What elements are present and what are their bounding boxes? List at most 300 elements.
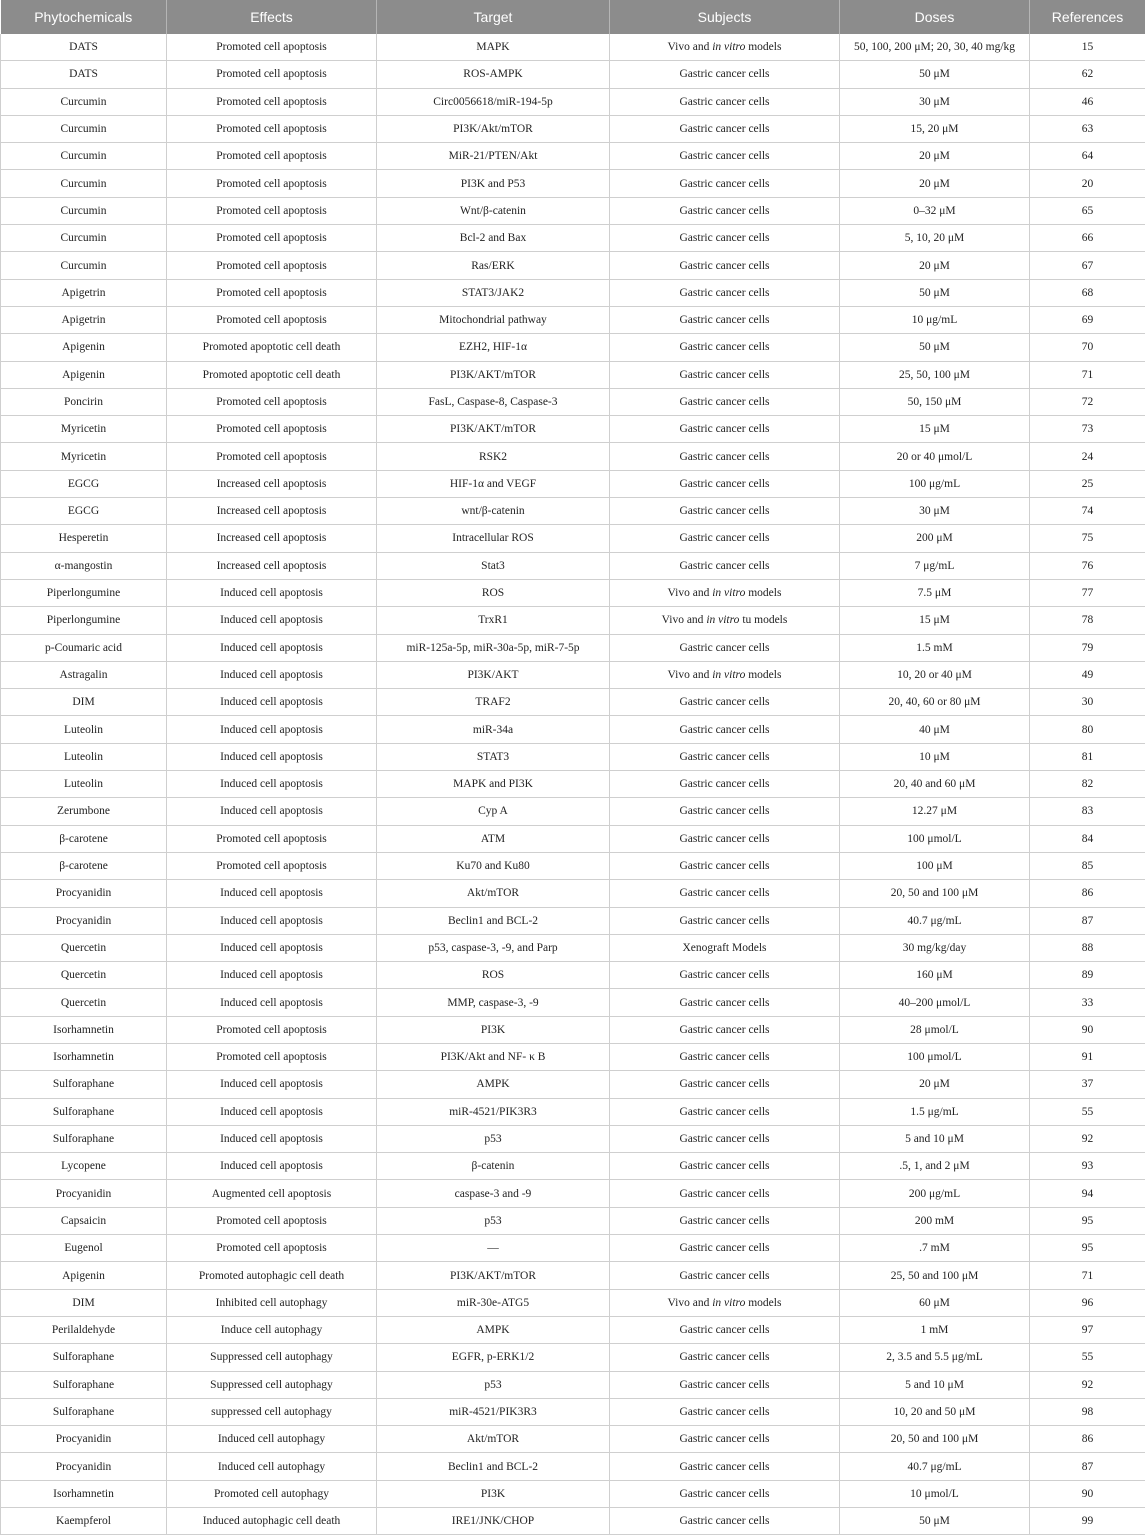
- cell-effect: Promoted cell apoptosis: [167, 306, 377, 333]
- cell-doses: 20 μM: [840, 252, 1030, 279]
- table-row: [1, 1371, 1145, 1398]
- cell-effect: Augmented cell apoptosis: [167, 1180, 377, 1207]
- table-row: [1, 61, 1145, 88]
- cell-target: β-catenin: [377, 1153, 610, 1180]
- cell-phytochemical: Quercetin: [1, 989, 167, 1016]
- table-row: [1, 1262, 1145, 1289]
- cell-reference: 64: [1030, 143, 1145, 170]
- cell-doses: 50, 100, 200 μM; 20, 30, 40 mg/kg: [840, 34, 1030, 61]
- cell-phytochemical: Perilaldehyde: [1, 1316, 167, 1343]
- cell-doses: 10 μg/mL: [840, 306, 1030, 333]
- cell-phytochemical: Curcumin: [1, 197, 167, 224]
- table-row: [1, 607, 1145, 634]
- cell-effect: Induced autophagic cell death: [167, 1508, 377, 1535]
- cell-target: PI3K: [377, 1480, 610, 1507]
- cell-reference: 87: [1030, 907, 1145, 934]
- cell-phytochemical: Curcumin: [1, 115, 167, 142]
- cell-subjects: Gastric cancer cells: [610, 1508, 840, 1535]
- header-effects: Effects: [167, 0, 377, 34]
- table-row: [1, 197, 1145, 224]
- cell-phytochemical: Sulforaphane: [1, 1125, 167, 1152]
- cell-doses: 50 μM: [840, 334, 1030, 361]
- table-row: [1, 225, 1145, 252]
- cell-reference: 66: [1030, 225, 1145, 252]
- cell-target: miR-4521/PIK3R3: [377, 1398, 610, 1425]
- cell-target: Akt/mTOR: [377, 880, 610, 907]
- cell-reference: 37: [1030, 1071, 1145, 1098]
- cell-effect: Promoted cell apoptosis: [167, 852, 377, 879]
- cell-reference: 69: [1030, 306, 1145, 333]
- cell-target: STAT3/JAK2: [377, 279, 610, 306]
- cell-subjects: Gastric cancer cells: [610, 962, 840, 989]
- table-row: [1, 1398, 1145, 1425]
- cell-reference: 73: [1030, 416, 1145, 443]
- cell-reference: 65: [1030, 197, 1145, 224]
- cell-effect: Promoted cell apoptosis: [167, 279, 377, 306]
- cell-effect: Induced cell apoptosis: [167, 579, 377, 606]
- cell-subjects: Gastric cancer cells: [610, 552, 840, 579]
- cell-phytochemical: Sulforaphane: [1, 1098, 167, 1125]
- cell-subjects: Gastric cancer cells: [610, 798, 840, 825]
- cell-subjects: Gastric cancer cells: [610, 689, 840, 716]
- table-row: [1, 1043, 1145, 1070]
- cell-reference: 86: [1030, 1426, 1145, 1453]
- cell-effect: Promoted cell apoptosis: [167, 61, 377, 88]
- cell-effect: Promoted cell apoptosis: [167, 1235, 377, 1262]
- cell-effect: Induced cell apoptosis: [167, 880, 377, 907]
- cell-doses: 15, 20 μM: [840, 115, 1030, 142]
- header-phytochemicals: Phytochemicals: [1, 0, 167, 34]
- cell-target: PI3K/Akt/mTOR: [377, 115, 610, 142]
- cell-phytochemical: Curcumin: [1, 88, 167, 115]
- cell-subjects: Gastric cancer cells: [610, 197, 840, 224]
- cell-subjects: Gastric cancer cells: [610, 252, 840, 279]
- cell-doses: 40.7 μg/mL: [840, 907, 1030, 934]
- cell-phytochemical: Kaempferol: [1, 1508, 167, 1535]
- cell-reference: 81: [1030, 743, 1145, 770]
- cell-subjects: Gastric cancer cells: [610, 115, 840, 142]
- cell-effect: Inhibited cell autophagy: [167, 1289, 377, 1316]
- cell-subjects: Gastric cancer cells: [610, 334, 840, 361]
- cell-subjects: Gastric cancer cells: [610, 1180, 840, 1207]
- cell-effect: Induced cell apoptosis: [167, 771, 377, 798]
- table-row: [1, 934, 1145, 961]
- cell-subjects: Gastric cancer cells: [610, 416, 840, 443]
- cell-doses: 10, 20 and 50 μM: [840, 1398, 1030, 1425]
- cell-phytochemical: Eugenol: [1, 1235, 167, 1262]
- cell-subjects: Gastric cancer cells: [610, 225, 840, 252]
- header-target: Target: [377, 0, 610, 34]
- table-row: [1, 1125, 1145, 1152]
- cell-reference: 63: [1030, 115, 1145, 142]
- cell-target: Stat3: [377, 552, 610, 579]
- table-row: [1, 498, 1145, 525]
- cell-effect: Promoted cell apoptosis: [167, 225, 377, 252]
- cell-reference: 94: [1030, 1180, 1145, 1207]
- cell-subjects: Vivo and in vitro models: [610, 579, 840, 606]
- cell-target: p53: [377, 1371, 610, 1398]
- cell-doses: 1.5 μg/mL: [840, 1098, 1030, 1125]
- table-row: [1, 1508, 1145, 1535]
- table-row: [1, 1344, 1145, 1371]
- table-row: [1, 34, 1145, 61]
- table-row: [1, 1316, 1145, 1343]
- cell-phytochemical: Astragalin: [1, 661, 167, 688]
- cell-effect: Increased cell apoptosis: [167, 470, 377, 497]
- cell-subjects: Gastric cancer cells: [610, 825, 840, 852]
- table-row: [1, 798, 1145, 825]
- cell-doses: .7 mM: [840, 1235, 1030, 1262]
- table-row: [1, 1207, 1145, 1234]
- cell-doses: 0–32 μM: [840, 197, 1030, 224]
- cell-target: ROS-AMPK: [377, 61, 610, 88]
- cell-target: FasL, Caspase-8, Caspase-3: [377, 388, 610, 415]
- cell-subjects: Gastric cancer cells: [610, 1098, 840, 1125]
- cell-subjects: Gastric cancer cells: [610, 361, 840, 388]
- cell-doses: 1 mM: [840, 1316, 1030, 1343]
- cell-subjects: Gastric cancer cells: [610, 1398, 840, 1425]
- table-header: [1, 0, 1145, 34]
- cell-subjects: Vivo and in vitro tu models: [610, 607, 840, 634]
- cell-reference: 62: [1030, 61, 1145, 88]
- cell-effect: Induced cell apoptosis: [167, 1153, 377, 1180]
- cell-subjects: Gastric cancer cells: [610, 1235, 840, 1262]
- cell-subjects: Gastric cancer cells: [610, 443, 840, 470]
- cell-effect: Promoted cell apoptosis: [167, 115, 377, 142]
- cell-reference: 84: [1030, 825, 1145, 852]
- cell-effect: Promoted cell apoptosis: [167, 252, 377, 279]
- cell-reference: 92: [1030, 1125, 1145, 1152]
- cell-effect: Induced cell apoptosis: [167, 962, 377, 989]
- cell-target: EZH2, HIF-1α: [377, 334, 610, 361]
- cell-doses: 100 μmol/L: [840, 825, 1030, 852]
- cell-target: ROS: [377, 962, 610, 989]
- cell-doses: 20, 50 and 100 μM: [840, 1426, 1030, 1453]
- cell-reference: 78: [1030, 607, 1145, 634]
- cell-target: miR-30e-ATG5: [377, 1289, 610, 1316]
- cell-phytochemical: Apigenin: [1, 334, 167, 361]
- cell-doses: 50, 150 μM: [840, 388, 1030, 415]
- table-row: [1, 252, 1145, 279]
- cell-effect: Induce cell autophagy: [167, 1316, 377, 1343]
- cell-phytochemical: Lycopene: [1, 1153, 167, 1180]
- cell-doses: 100 μg/mL: [840, 470, 1030, 497]
- cell-target: Wnt/β-catenin: [377, 197, 610, 224]
- cell-doses: 10 μM: [840, 743, 1030, 770]
- cell-phytochemical: Piperlongumine: [1, 607, 167, 634]
- cell-effect: Induced cell apoptosis: [167, 607, 377, 634]
- cell-effect: Induced cell apoptosis: [167, 661, 377, 688]
- cell-phytochemical: EGCG: [1, 470, 167, 497]
- cell-target: wnt/β-catenin: [377, 498, 610, 525]
- cell-effect: Induced cell apoptosis: [167, 934, 377, 961]
- cell-effect: Promoted cell apoptosis: [167, 197, 377, 224]
- cell-effect: Induced cell apoptosis: [167, 689, 377, 716]
- cell-reference: 74: [1030, 498, 1145, 525]
- cell-reference: 99: [1030, 1508, 1145, 1535]
- cell-doses: 15 μM: [840, 607, 1030, 634]
- cell-phytochemical: Luteolin: [1, 743, 167, 770]
- cell-reference: 79: [1030, 634, 1145, 661]
- cell-reference: 88: [1030, 934, 1145, 961]
- table-body: [1, 34, 1145, 1535]
- cell-doses: 5 and 10 μM: [840, 1371, 1030, 1398]
- cell-target: RSK2: [377, 443, 610, 470]
- cell-phytochemical: Sulforaphane: [1, 1344, 167, 1371]
- italic-text: in vitro: [712, 668, 746, 681]
- table-row: [1, 88, 1145, 115]
- cell-target: Cyp A: [377, 798, 610, 825]
- cell-reference: 30: [1030, 689, 1145, 716]
- cell-doses: 20, 40 and 60 μM: [840, 771, 1030, 798]
- cell-reference: 68: [1030, 279, 1145, 306]
- cell-phytochemical: DIM: [1, 689, 167, 716]
- cell-effect: Promoted cell apoptosis: [167, 88, 377, 115]
- cell-doses: 7.5 μM: [840, 579, 1030, 606]
- cell-target: PI3K/AKT: [377, 661, 610, 688]
- cell-subjects: Gastric cancer cells: [610, 634, 840, 661]
- table-row: [1, 1098, 1145, 1125]
- cell-phytochemical: Apigenin: [1, 361, 167, 388]
- cell-target: ROS: [377, 579, 610, 606]
- cell-doses: 10 μmol/L: [840, 1480, 1030, 1507]
- cell-effect: Promoted cell apoptosis: [167, 1043, 377, 1070]
- cell-phytochemical: DIM: [1, 1289, 167, 1316]
- cell-phytochemical: DATS: [1, 61, 167, 88]
- cell-target: p53: [377, 1207, 610, 1234]
- cell-effect: Increased cell apoptosis: [167, 525, 377, 552]
- cell-effect: Induced cell apoptosis: [167, 907, 377, 934]
- cell-reference: 89: [1030, 962, 1145, 989]
- cell-phytochemical: Isorhamnetin: [1, 1043, 167, 1070]
- table-row: [1, 989, 1145, 1016]
- cell-target: EGFR, p-ERK1/2: [377, 1344, 610, 1371]
- cell-phytochemical: Curcumin: [1, 143, 167, 170]
- cell-effect: Promoted cell apoptosis: [167, 170, 377, 197]
- cell-target: IRE1/JNK/CHOP: [377, 1508, 610, 1535]
- cell-target: Akt/mTOR: [377, 1426, 610, 1453]
- table-row: [1, 716, 1145, 743]
- cell-subjects: Gastric cancer cells: [610, 388, 840, 415]
- cell-effect: Increased cell apoptosis: [167, 498, 377, 525]
- cell-reference: 24: [1030, 443, 1145, 470]
- cell-effect: Induced cell apoptosis: [167, 716, 377, 743]
- cell-subjects: Vivo and in vitro models: [610, 1289, 840, 1316]
- cell-effect: Induced cell apoptosis: [167, 634, 377, 661]
- cell-doses: 40 μM: [840, 716, 1030, 743]
- italic-text: in vitro: [712, 41, 746, 54]
- cell-doses: 20 μM: [840, 1071, 1030, 1098]
- cell-reference: 75: [1030, 525, 1145, 552]
- cell-phytochemical: Piperlongumine: [1, 579, 167, 606]
- cell-subjects: Gastric cancer cells: [610, 170, 840, 197]
- table-row: [1, 634, 1145, 661]
- italic-text: in vitro: [712, 587, 746, 600]
- cell-effect: Increased cell apoptosis: [167, 552, 377, 579]
- cell-target: MAPK: [377, 34, 610, 61]
- cell-target: p53, caspase-3, -9, and Parp: [377, 934, 610, 961]
- cell-doses: 200 mM: [840, 1207, 1030, 1234]
- cell-reference: 90: [1030, 1480, 1145, 1507]
- cell-reference: 95: [1030, 1235, 1145, 1262]
- cell-phytochemical: Zerumbone: [1, 798, 167, 825]
- table-row: [1, 1453, 1145, 1480]
- cell-effect: Promoted cell apoptosis: [167, 143, 377, 170]
- cell-effect: Promoted cell apoptosis: [167, 443, 377, 470]
- cell-target: Beclin1 and BCL-2: [377, 1453, 610, 1480]
- cell-doses: 30 mg/kg/day: [840, 934, 1030, 961]
- table-row: [1, 852, 1145, 879]
- cell-effect: Promoted autophagic cell death: [167, 1262, 377, 1289]
- cell-doses: 40.7 μg/mL: [840, 1453, 1030, 1480]
- cell-subjects: Gastric cancer cells: [610, 716, 840, 743]
- table-row: [1, 388, 1145, 415]
- header-doses: Doses: [840, 0, 1030, 34]
- cell-doses: 25, 50, 100 μM: [840, 361, 1030, 388]
- cell-target: —: [377, 1235, 610, 1262]
- table-row: [1, 962, 1145, 989]
- cell-target: TrxR1: [377, 607, 610, 634]
- cell-reference: 76: [1030, 552, 1145, 579]
- table-row: [1, 334, 1145, 361]
- cell-doses: 100 μmol/L: [840, 1043, 1030, 1070]
- cell-phytochemical: α-mangostin: [1, 552, 167, 579]
- cell-doses: 50 μM: [840, 279, 1030, 306]
- cell-doses: 20, 50 and 100 μM: [840, 880, 1030, 907]
- cell-subjects: Gastric cancer cells: [610, 1480, 840, 1507]
- cell-effect: Promoted cell autophagy: [167, 1480, 377, 1507]
- cell-effect: Promoted cell apoptosis: [167, 34, 377, 61]
- cell-subjects: Gastric cancer cells: [610, 907, 840, 934]
- table-row: [1, 1235, 1145, 1262]
- cell-doses: 200 μg/mL: [840, 1180, 1030, 1207]
- cell-target: miR-34a: [377, 716, 610, 743]
- cell-target: PI3K/AKT/mTOR: [377, 361, 610, 388]
- cell-phytochemical: Sulforaphane: [1, 1398, 167, 1425]
- cell-doses: 40–200 μmol/L: [840, 989, 1030, 1016]
- cell-effect: Promoted cell apoptosis: [167, 1207, 377, 1234]
- cell-reference: 55: [1030, 1344, 1145, 1371]
- cell-reference: 87: [1030, 1453, 1145, 1480]
- table-row: [1, 279, 1145, 306]
- cell-phytochemical: Capsaicin: [1, 1207, 167, 1234]
- cell-doses: 20 or 40 μmol/L: [840, 443, 1030, 470]
- cell-subjects: Gastric cancer cells: [610, 143, 840, 170]
- cell-doses: .5, 1, and 2 μM: [840, 1153, 1030, 1180]
- cell-target: PI3K/AKT/mTOR: [377, 416, 610, 443]
- cell-effect: Promoted apoptotic cell death: [167, 361, 377, 388]
- cell-target: AMPK: [377, 1316, 610, 1343]
- cell-subjects: Vivo and in vitro models: [610, 34, 840, 61]
- cell-target: Beclin1 and BCL-2: [377, 907, 610, 934]
- cell-target: Mitochondrial pathway: [377, 306, 610, 333]
- table-row: [1, 661, 1145, 688]
- cell-reference: 71: [1030, 1262, 1145, 1289]
- cell-reference: 72: [1030, 388, 1145, 415]
- cell-subjects: Gastric cancer cells: [610, 1207, 840, 1234]
- cell-target: p53: [377, 1125, 610, 1152]
- table-row: [1, 306, 1145, 333]
- cell-effect: Promoted cell apoptosis: [167, 1016, 377, 1043]
- cell-subjects: Gastric cancer cells: [610, 989, 840, 1016]
- cell-target: miR-4521/PIK3R3: [377, 1098, 610, 1125]
- cell-reference: 83: [1030, 798, 1145, 825]
- table-row: [1, 743, 1145, 770]
- cell-effect: Induced cell autophagy: [167, 1426, 377, 1453]
- table-row: [1, 143, 1145, 170]
- cell-reference: 85: [1030, 852, 1145, 879]
- cell-phytochemical: Procyanidin: [1, 907, 167, 934]
- cell-effect: Induced cell apoptosis: [167, 743, 377, 770]
- italic-text: in vitro: [706, 614, 740, 627]
- cell-doses: 30 μM: [840, 498, 1030, 525]
- cell-phytochemical: EGCG: [1, 498, 167, 525]
- cell-effect: Suppressed cell autophagy: [167, 1344, 377, 1371]
- cell-phytochemical: Hesperetin: [1, 525, 167, 552]
- cell-subjects: Gastric cancer cells: [610, 279, 840, 306]
- cell-target: Bcl-2 and Bax: [377, 225, 610, 252]
- cell-reference: 33: [1030, 989, 1145, 1016]
- table-row: [1, 579, 1145, 606]
- cell-subjects: Gastric cancer cells: [610, 498, 840, 525]
- cell-target: PI3K/Akt and NF- κ B: [377, 1043, 610, 1070]
- cell-target: miR-125a-5p, miR-30a-5p, miR-7-5p: [377, 634, 610, 661]
- cell-effect: Promoted cell apoptosis: [167, 825, 377, 852]
- cell-reference: 98: [1030, 1398, 1145, 1425]
- cell-reference: 46: [1030, 88, 1145, 115]
- cell-subjects: Gastric cancer cells: [610, 88, 840, 115]
- cell-phytochemical: Curcumin: [1, 225, 167, 252]
- cell-phytochemical: β-carotene: [1, 852, 167, 879]
- cell-target: HIF-1α and VEGF: [377, 470, 610, 497]
- table-row: [1, 1016, 1145, 1043]
- cell-effect: Promoted apoptotic cell death: [167, 334, 377, 361]
- cell-reference: 82: [1030, 771, 1145, 798]
- cell-phytochemical: Isorhamnetin: [1, 1480, 167, 1507]
- cell-subjects: Xenograft Models: [610, 934, 840, 961]
- italic-text: in vitro: [712, 1296, 746, 1309]
- cell-phytochemical: Procyanidin: [1, 1426, 167, 1453]
- cell-phytochemical: Quercetin: [1, 962, 167, 989]
- cell-subjects: Gastric cancer cells: [610, 1043, 840, 1070]
- table-row: [1, 1153, 1145, 1180]
- cell-subjects: Vivo and in vitro models: [610, 661, 840, 688]
- cell-doses: 5 and 10 μM: [840, 1125, 1030, 1152]
- cell-doses: 20, 40, 60 or 80 μM: [840, 689, 1030, 716]
- cell-reference: 49: [1030, 661, 1145, 688]
- cell-subjects: Gastric cancer cells: [610, 1371, 840, 1398]
- cell-phytochemical: β-carotene: [1, 825, 167, 852]
- cell-reference: 92: [1030, 1371, 1145, 1398]
- cell-target: Intracellular ROS: [377, 525, 610, 552]
- table-row: [1, 1180, 1145, 1207]
- cell-doses: 20 μM: [840, 143, 1030, 170]
- cell-phytochemical: Procyanidin: [1, 880, 167, 907]
- cell-phytochemical: Curcumin: [1, 170, 167, 197]
- cell-reference: 91: [1030, 1043, 1145, 1070]
- cell-phytochemical: Procyanidin: [1, 1180, 167, 1207]
- cell-reference: 80: [1030, 716, 1145, 743]
- cell-phytochemical: Myricetin: [1, 416, 167, 443]
- cell-subjects: Gastric cancer cells: [610, 1344, 840, 1371]
- table-row: [1, 907, 1145, 934]
- cell-reference: 77: [1030, 579, 1145, 606]
- cell-target: TRAF2: [377, 689, 610, 716]
- cell-reference: 15: [1030, 34, 1145, 61]
- cell-subjects: Gastric cancer cells: [610, 771, 840, 798]
- cell-reference: 70: [1030, 334, 1145, 361]
- cell-reference: 97: [1030, 1316, 1145, 1343]
